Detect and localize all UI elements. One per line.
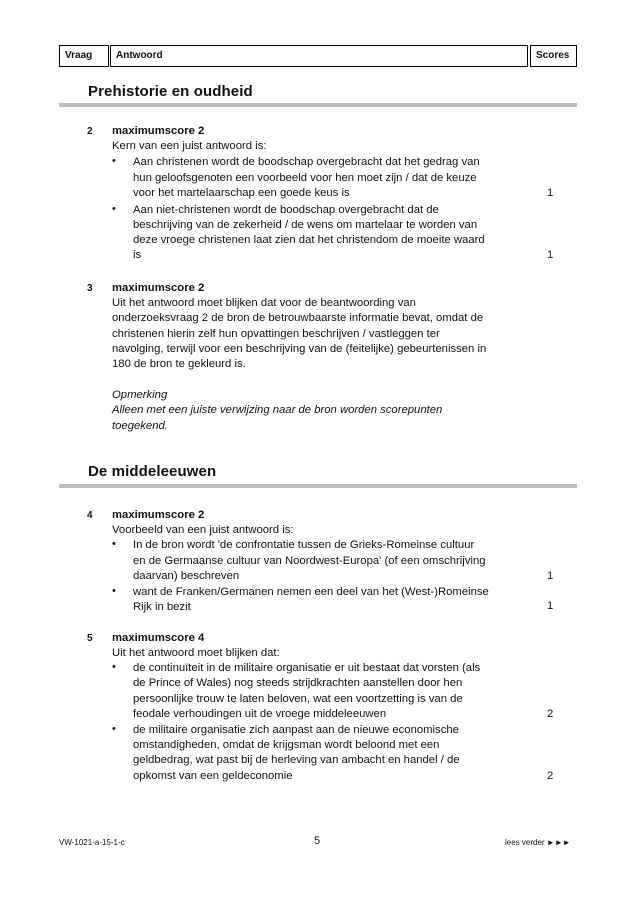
question-number: 3	[87, 283, 93, 294]
answer-line: de continuïteit in de militaire organisatie er uit bestaat dat vorsten (als	[133, 662, 481, 674]
bullet: •	[112, 538, 116, 550]
note-line: Alleen met een juiste verwijzing naar de bron worden scorepunten	[112, 404, 443, 416]
answer-line: Aan niet-christenen wordt de boodschap overgebracht dat de	[133, 204, 439, 216]
question-number: 5	[87, 633, 93, 644]
answer-line: de Prince of Wales) nog steeds strijdkrachten aanstellen door hen	[133, 677, 463, 689]
page-number: 5	[314, 835, 321, 847]
bullet: •	[112, 723, 116, 735]
bullet: •	[112, 585, 116, 597]
answer-line: Rijk in bezit	[133, 601, 191, 613]
header-antwoord: Antwoord	[110, 45, 528, 67]
question-number: 4	[87, 510, 93, 521]
answer-line: beschrijving van de zekerheid / de wens om martelaar te worden van	[133, 219, 478, 231]
bullet: •	[112, 661, 116, 673]
answer-line: navolging, terwijl voor een beschrijving van de (feitelijke) gebeurtenissen in	[112, 343, 487, 355]
section-title-prehistorie: Prehistorie en oudheid	[88, 83, 253, 100]
answer-line: de militaire organisatie zich aanpast aan de nieuwe economische	[133, 724, 459, 736]
answer-line: want de Franken/Germanen nemen een deel van het (West-)Romeinse	[133, 586, 489, 598]
score-value: 2	[547, 770, 554, 782]
answer-line: feodale verhoudingen uit de vroege middeleeuwen	[133, 708, 387, 720]
answer-line: Uit het antwoord moet blijken dat voor de beantwoording van	[112, 297, 416, 309]
answer-intro: Uit het antwoord moet blijken dat:	[112, 647, 280, 659]
section-rule	[59, 484, 577, 488]
score-value: 2	[547, 708, 554, 720]
footer-code: VW-1021-a-15-1-c	[59, 838, 125, 847]
score-value: 1	[547, 187, 554, 199]
score-value: 1	[547, 249, 554, 261]
answer-line: is	[133, 249, 142, 261]
answer-intro: Voorbeeld van een juist antwoord is:	[112, 524, 294, 536]
answer-line: daarvan) beschreven	[133, 570, 240, 582]
answer-line: en de Germaanse cultuur van Noordwest-Europa' (of een omschrijving	[133, 555, 486, 567]
answer-line: 180 de bron te gekleurd is.	[112, 358, 246, 370]
header-vraag: Vraag	[59, 45, 109, 67]
note-line: toegekend.	[112, 420, 168, 432]
answer-line: omstandigheden, omdat de krijgsman wordt beloond met een	[133, 739, 440, 751]
max-score: maximumscore 2	[112, 125, 205, 137]
answer-line: persoonlijke trouw te laten beloven, wat een voortzetting is van de	[133, 693, 463, 705]
header-scores: Scores	[530, 45, 577, 67]
max-score: maximumscore 2	[112, 282, 205, 294]
answer-line: voor het martelaarschap een goede keus is	[133, 187, 350, 199]
max-score: maximumscore 4	[112, 632, 205, 644]
section-rule	[59, 103, 577, 107]
answer-line: In de bron wordt 'de confrontatie tussen de Grieks-Romeinse cultuur	[133, 539, 475, 551]
bullet: •	[112, 203, 116, 215]
score-value: 1	[547, 570, 554, 582]
score-value: 1	[547, 600, 554, 612]
answer-line: onderzoeksvraag 2 de bron de betrouwbaarste informatie bevat, omdat de	[112, 312, 484, 324]
answer-line: deze vroege christenen laat zien dat het christendom de moeite waard	[133, 234, 485, 246]
next-page-indicator: lees verder ►►►	[505, 838, 571, 847]
question-number: 2	[87, 126, 93, 137]
answer-line: geldbedrag, wat past bij de herleving van ambacht en handel / de	[133, 754, 460, 766]
answer-line: hun geloofsgenoten een voorbeeld voor hen moet zijn / dat de keuze	[133, 172, 477, 184]
bullet: •	[112, 155, 116, 167]
section-title-middeleeuwen: De middeleeuwen	[88, 463, 217, 480]
note-title: Opmerking	[112, 389, 168, 401]
answer-line: opkomst van een geldeconomie	[133, 770, 293, 782]
answer-line: christenen hierin zelf hun opvattingen beschrijven / vastleggen ter	[112, 328, 440, 340]
answer-intro: Kern van een juist antwoord is:	[112, 140, 267, 152]
answer-line: Aan christenen wordt de boodschap overgebracht dat het gedrag van	[133, 156, 480, 168]
max-score: maximumscore 2	[112, 509, 205, 521]
